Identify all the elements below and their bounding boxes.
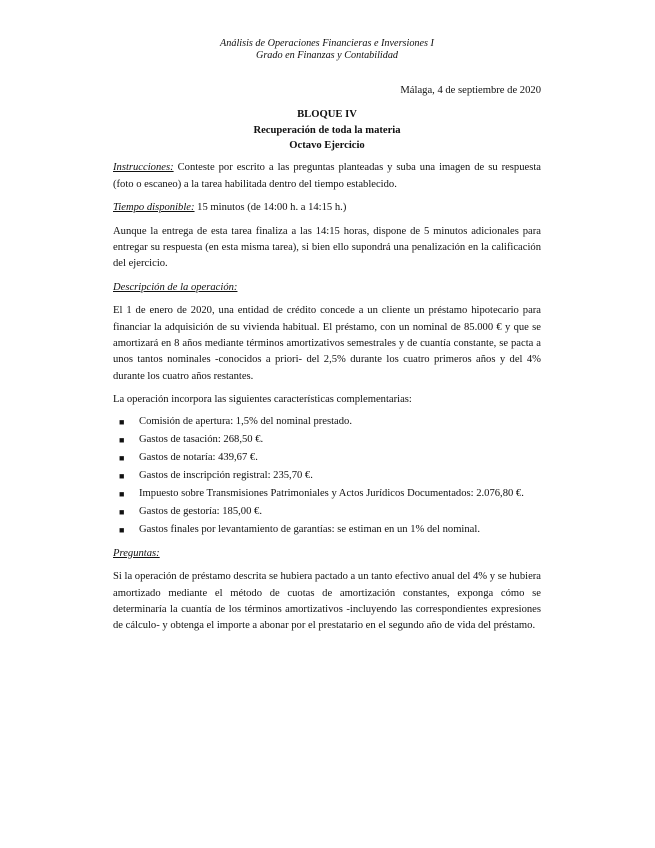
document-page bbox=[113, 38, 541, 635]
bullet-icon: ■ bbox=[119, 488, 125, 499]
list-item-text: Gastos finales por levantamiento de garantías: se estiman en un 1% del nominal. bbox=[139, 523, 480, 535]
block-title: BLOQUE IV bbox=[297, 109, 357, 121]
bullet-icon: ■ bbox=[119, 524, 125, 535]
description-label: Descripción de la operación: bbox=[113, 281, 238, 293]
description-heading bbox=[113, 280, 541, 296]
list-item bbox=[113, 485, 541, 503]
document-header bbox=[113, 38, 541, 61]
document-titles bbox=[113, 107, 541, 153]
list-item-text: Comisión de apertura: 1,5% del nominal prestado. bbox=[139, 415, 353, 427]
list-item bbox=[113, 503, 541, 521]
questions-paragraph: Si la operación de préstamo descrita se hubiera pactado a un tanto efectivo anual del 4% y se hubiera amortizado mediante el método de cuotas de amortización constantes, exponga cómo se determinaría la cuantía de los términos amortizativos -incluyendo las correspondientes expresiones de cálculo- y obtenga el importe a abonar por el prestatario en el segundo año de vida del préstamo. bbox=[113, 571, 541, 632]
time-label: Tiempo disponible: bbox=[113, 202, 195, 214]
description-paragraph: El 1 de enero de 2020, una entidad de crédito concede a un cliente un préstamo hipotecario para financiar la adquisición de su vivienda habitual. El préstamo, con un nominal de 85.000 € y que se amortizará en 8 años mediante términos amortizativos semestrales y de cuantía constante, se pacta a unos tantos nominales -conocidos a priori- del 2,5% durante los cuatro primeros años y del 4% durante los cuatro años restantes. bbox=[113, 305, 541, 382]
list-item-text: Impuesto sobre Transmisiones Patrimoniales y Actos Jurídicos Documentados: 2.076,80 €. bbox=[139, 487, 524, 499]
list-item-text: Gastos de notaría: 439,67 €. bbox=[139, 451, 258, 463]
header-course-title: Análisis de Operaciones Financieras e Inversiones I bbox=[220, 38, 434, 49]
instructions-text: Conteste por escrito a las preguntas planteadas y suba una imagen de su respuesta (foto o escaneo) a la tarea habilitada dentro del tiempo establecido. bbox=[113, 162, 541, 190]
header-degree: Grado en Finanzas y Contabilidad bbox=[255, 49, 399, 61]
bullet-icon: ■ bbox=[119, 434, 125, 445]
list-item bbox=[113, 449, 541, 467]
document-date: Málaga, 4 de septiembre de 2020 bbox=[400, 85, 541, 96]
bullet-icon: ■ bbox=[119, 416, 125, 427]
list-item bbox=[113, 413, 541, 431]
instructions-paragraph bbox=[113, 160, 541, 193]
bullet-icon: ■ bbox=[119, 506, 125, 517]
delivery-note: Aunque la entrega de esta tarea finaliza a las 14:15 horas, dispone de 5 minutos adicionales para entregar su respuesta (en esta misma tarea), si bien ello supondrá una penalización en la calificación del ejercicio. bbox=[113, 225, 541, 270]
characteristics-intro: La operación incorpora las siguientes características complementarias: bbox=[113, 394, 412, 406]
instructions-label: Instrucciones: bbox=[113, 162, 174, 174]
list-item bbox=[113, 521, 541, 539]
characteristics-list bbox=[113, 413, 541, 539]
bullet-icon: ■ bbox=[119, 470, 125, 481]
list-item-text: Gastos de gestoría: 185,00 €. bbox=[139, 505, 262, 517]
bullet-icon: ■ bbox=[119, 452, 125, 463]
block-subtitle: Recuperación de toda la materia bbox=[253, 125, 401, 137]
list-item bbox=[113, 467, 541, 485]
questions-label: Preguntas: bbox=[113, 547, 160, 559]
list-item-text: Gastos de inscripción registral: 235,70 €. bbox=[139, 469, 313, 481]
list-item-text: Gastos de tasación: 268,50 €. bbox=[139, 433, 264, 445]
exercise-title: Octavo Ejercicio bbox=[289, 140, 365, 152]
time-text: 15 minutos (de 14:00 h. a 14:15 h.) bbox=[194, 202, 347, 214]
questions-heading bbox=[113, 546, 541, 562]
time-paragraph bbox=[113, 200, 541, 216]
list-item bbox=[113, 431, 541, 449]
